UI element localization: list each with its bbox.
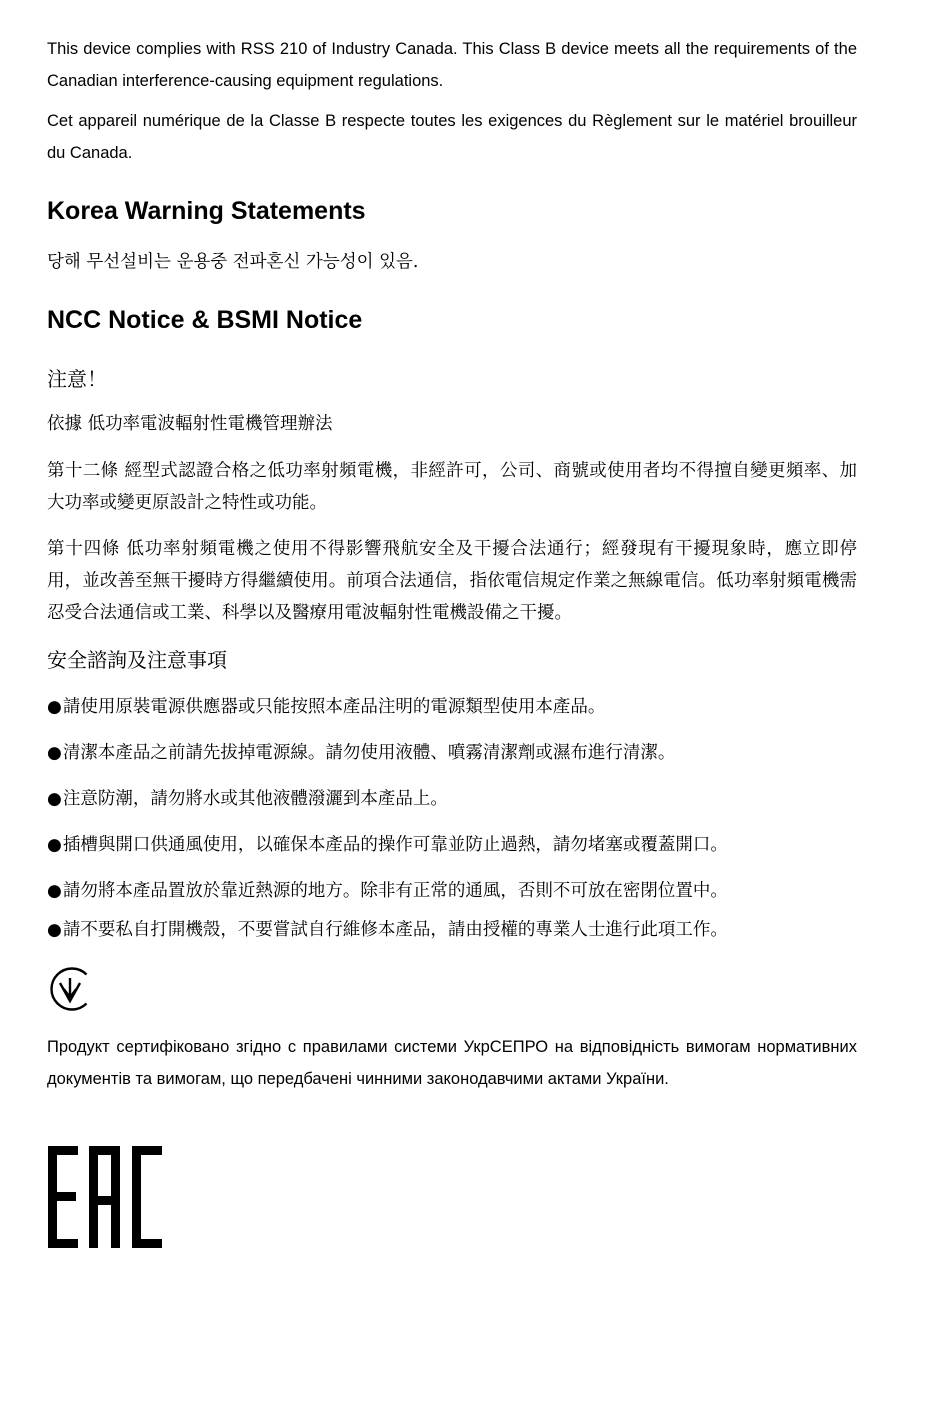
ncc-notice-title: 注意！ bbox=[47, 367, 107, 391]
bullet-icon: ● bbox=[47, 835, 62, 855]
eac-mark-icon bbox=[48, 1146, 162, 1248]
ncc-article-14: 第十四條 低功率射頻電機之使用不得影響飛航安全及干擾合法通行；經發現有干擾現象時，應立即停用，並改善至無干擾時方得繼續使用。前項合法通信，指依電信規定作業之無線電信。低功率射頻電機需忍受合法通信或工業、科學以及醫療用電波輻射性電機設備之干擾。 bbox=[47, 539, 857, 623]
bullet-icon: ● bbox=[47, 789, 62, 809]
bullet-icon: ● bbox=[47, 881, 62, 901]
korea-heading: Korea Warning Statements bbox=[47, 197, 366, 225]
ukraine-statement: Продукт сертифіковано згідно с правилами системи УкрСЕПРО на відповідність вимогам нормативних документів та вимогам, що передбачені чинними законодавчими актами України. bbox=[47, 1038, 857, 1088]
safety-bullet bbox=[47, 876, 857, 906]
safety-bullet-text: 注意防潮，請勿將水或其他液體潑灑到本產品上。 bbox=[62, 789, 448, 809]
bullet-icon: ● bbox=[47, 697, 62, 717]
korea-statement: 당해 무선설비는 운용중 전파혼신 가능성이 있음. bbox=[47, 252, 419, 272]
bullet-icon: ● bbox=[47, 920, 62, 940]
safety-bullet bbox=[47, 915, 857, 945]
bullet-icon: ● bbox=[47, 743, 62, 763]
ncc-heading: NCC Notice & BSMI Notice bbox=[47, 306, 363, 334]
safety-bullet-text: 插槽與開口供通風使用，以確保本產品的操作可靠並防止過熱，請勿堵塞或覆蓋開口。 bbox=[62, 835, 728, 855]
safety-bullet bbox=[47, 830, 857, 860]
safety-bullet bbox=[47, 692, 857, 722]
safety-bullet-text: 請勿將本產品置放於靠近熱源的地方。除非有正常的通風，否則不可放在密閉位置中。 bbox=[62, 881, 728, 901]
safety-bullet-text: 清潔本產品之前請先拔掉電源線。請勿使用液體、噴霧清潔劑或濕布進行清潔。 bbox=[62, 743, 676, 763]
safety-title: 安全諮詢及注意事項 bbox=[47, 648, 227, 672]
safety-bullet-text: 請使用原裝電源供應器或只能按照本產品注明的電源類型使用本產品。 bbox=[62, 697, 606, 717]
canada-statement-fr: Cet appareil numérique de la Classe B respecte toutes les exigences du Règlement sur le matériel brouilleur du Canada. bbox=[47, 112, 857, 162]
ncc-regulation-title: 依據 低功率電波輻射性電機管理辦法 bbox=[47, 414, 333, 434]
canada-statement-en: This device complies with RSS 210 of Industry Canada. This Class B device meets all the requirements of the Canadian interference-causing equipment regulations. bbox=[47, 40, 857, 90]
ncc-article-12: 第十二條 經型式認證合格之低功率射頻電機，非經許可，公司、商號或使用者均不得擅自變更頻率、加大功率或變更原設計之特性或功能。 bbox=[47, 461, 857, 513]
safety-bullet bbox=[47, 784, 857, 814]
safety-bullet bbox=[47, 738, 857, 768]
ukrsepro-mark-icon bbox=[47, 966, 93, 1012]
safety-bullet-text: 請不要私自打開機殼，不要嘗試自行維修本產品，請由授權的專業人士進行此項工作。 bbox=[62, 920, 728, 940]
